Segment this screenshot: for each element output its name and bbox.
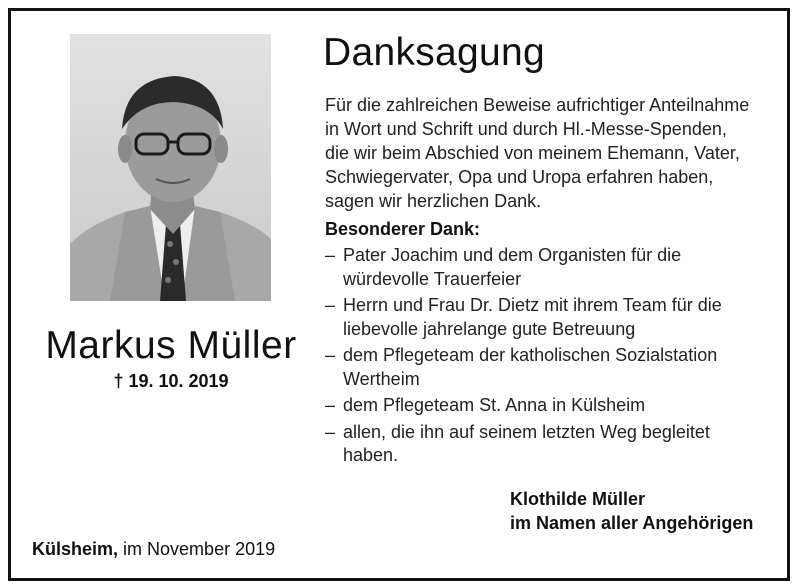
obituary-frame <box>8 8 790 581</box>
intro-line: Für die zahlreichen Beweise aufrichtiger Anteilnahme <box>325 95 750 115</box>
list-item-line: allen, die ihn auf seinem letzten Weg begleitet <box>343 421 710 442</box>
list-item <box>325 244 775 291</box>
list-item <box>325 421 775 468</box>
dash-bullet: – <box>325 421 336 442</box>
list-item-line: liebevolle jahrelange gute Betreuung <box>343 318 636 339</box>
notice-title: Danksagung <box>323 31 545 74</box>
list-item <box>325 294 775 341</box>
list-item-line: dem Pflegeteam St. Anna in Külsheim <box>343 395 646 415</box>
intro-line: in Wort und Schrift und durch Hl.-Messe-Spenden, <box>325 119 727 139</box>
portrait-photo <box>70 34 271 301</box>
dash-bullet: – <box>325 295 336 315</box>
list-item-line: Herrn und Frau Dr. Dietz mit ihrem Team für die <box>343 295 722 315</box>
list-item <box>325 344 775 391</box>
list-item-line: Wertheim <box>343 368 420 389</box>
intro-line: Schwiegervater, Opa und Uropa erfahren haben, <box>325 167 714 187</box>
dash-bullet: – <box>325 395 336 415</box>
dash-bullet: – <box>325 345 336 365</box>
list-item-line: würdevolle Trauerfeier <box>343 268 522 289</box>
intro-line: sagen wir herzlichen Dank. <box>325 191 542 211</box>
signature-block <box>510 487 753 535</box>
signature-name: Klothilde Müller <box>510 489 645 509</box>
place-date <box>32 539 275 560</box>
dash-bullet: – <box>325 245 336 265</box>
list-item-line: Pater Joachim und dem Organisten für die <box>343 245 682 265</box>
list-item-line: dem Pflegeteam der katholischen Sozialstation <box>343 345 718 365</box>
signature-subtitle: im Namen aller Angehörigen <box>510 513 754 533</box>
date: im November 2019 <box>123 539 276 559</box>
deceased-name: Markus Müller <box>45 324 297 367</box>
list-item-line: haben. <box>343 445 399 465</box>
special-thanks-list <box>325 244 775 471</box>
place: Külsheim, <box>32 539 119 559</box>
portrait-image <box>70 34 271 301</box>
intro-line: die wir beim Abschied von meinem Ehemann, Vater, <box>325 143 740 163</box>
list-item <box>325 394 775 418</box>
special-thanks-heading: Besonderer Dank: <box>325 219 481 239</box>
intro-text <box>325 93 775 213</box>
death-date: † 19. 10. 2019 <box>113 371 229 391</box>
